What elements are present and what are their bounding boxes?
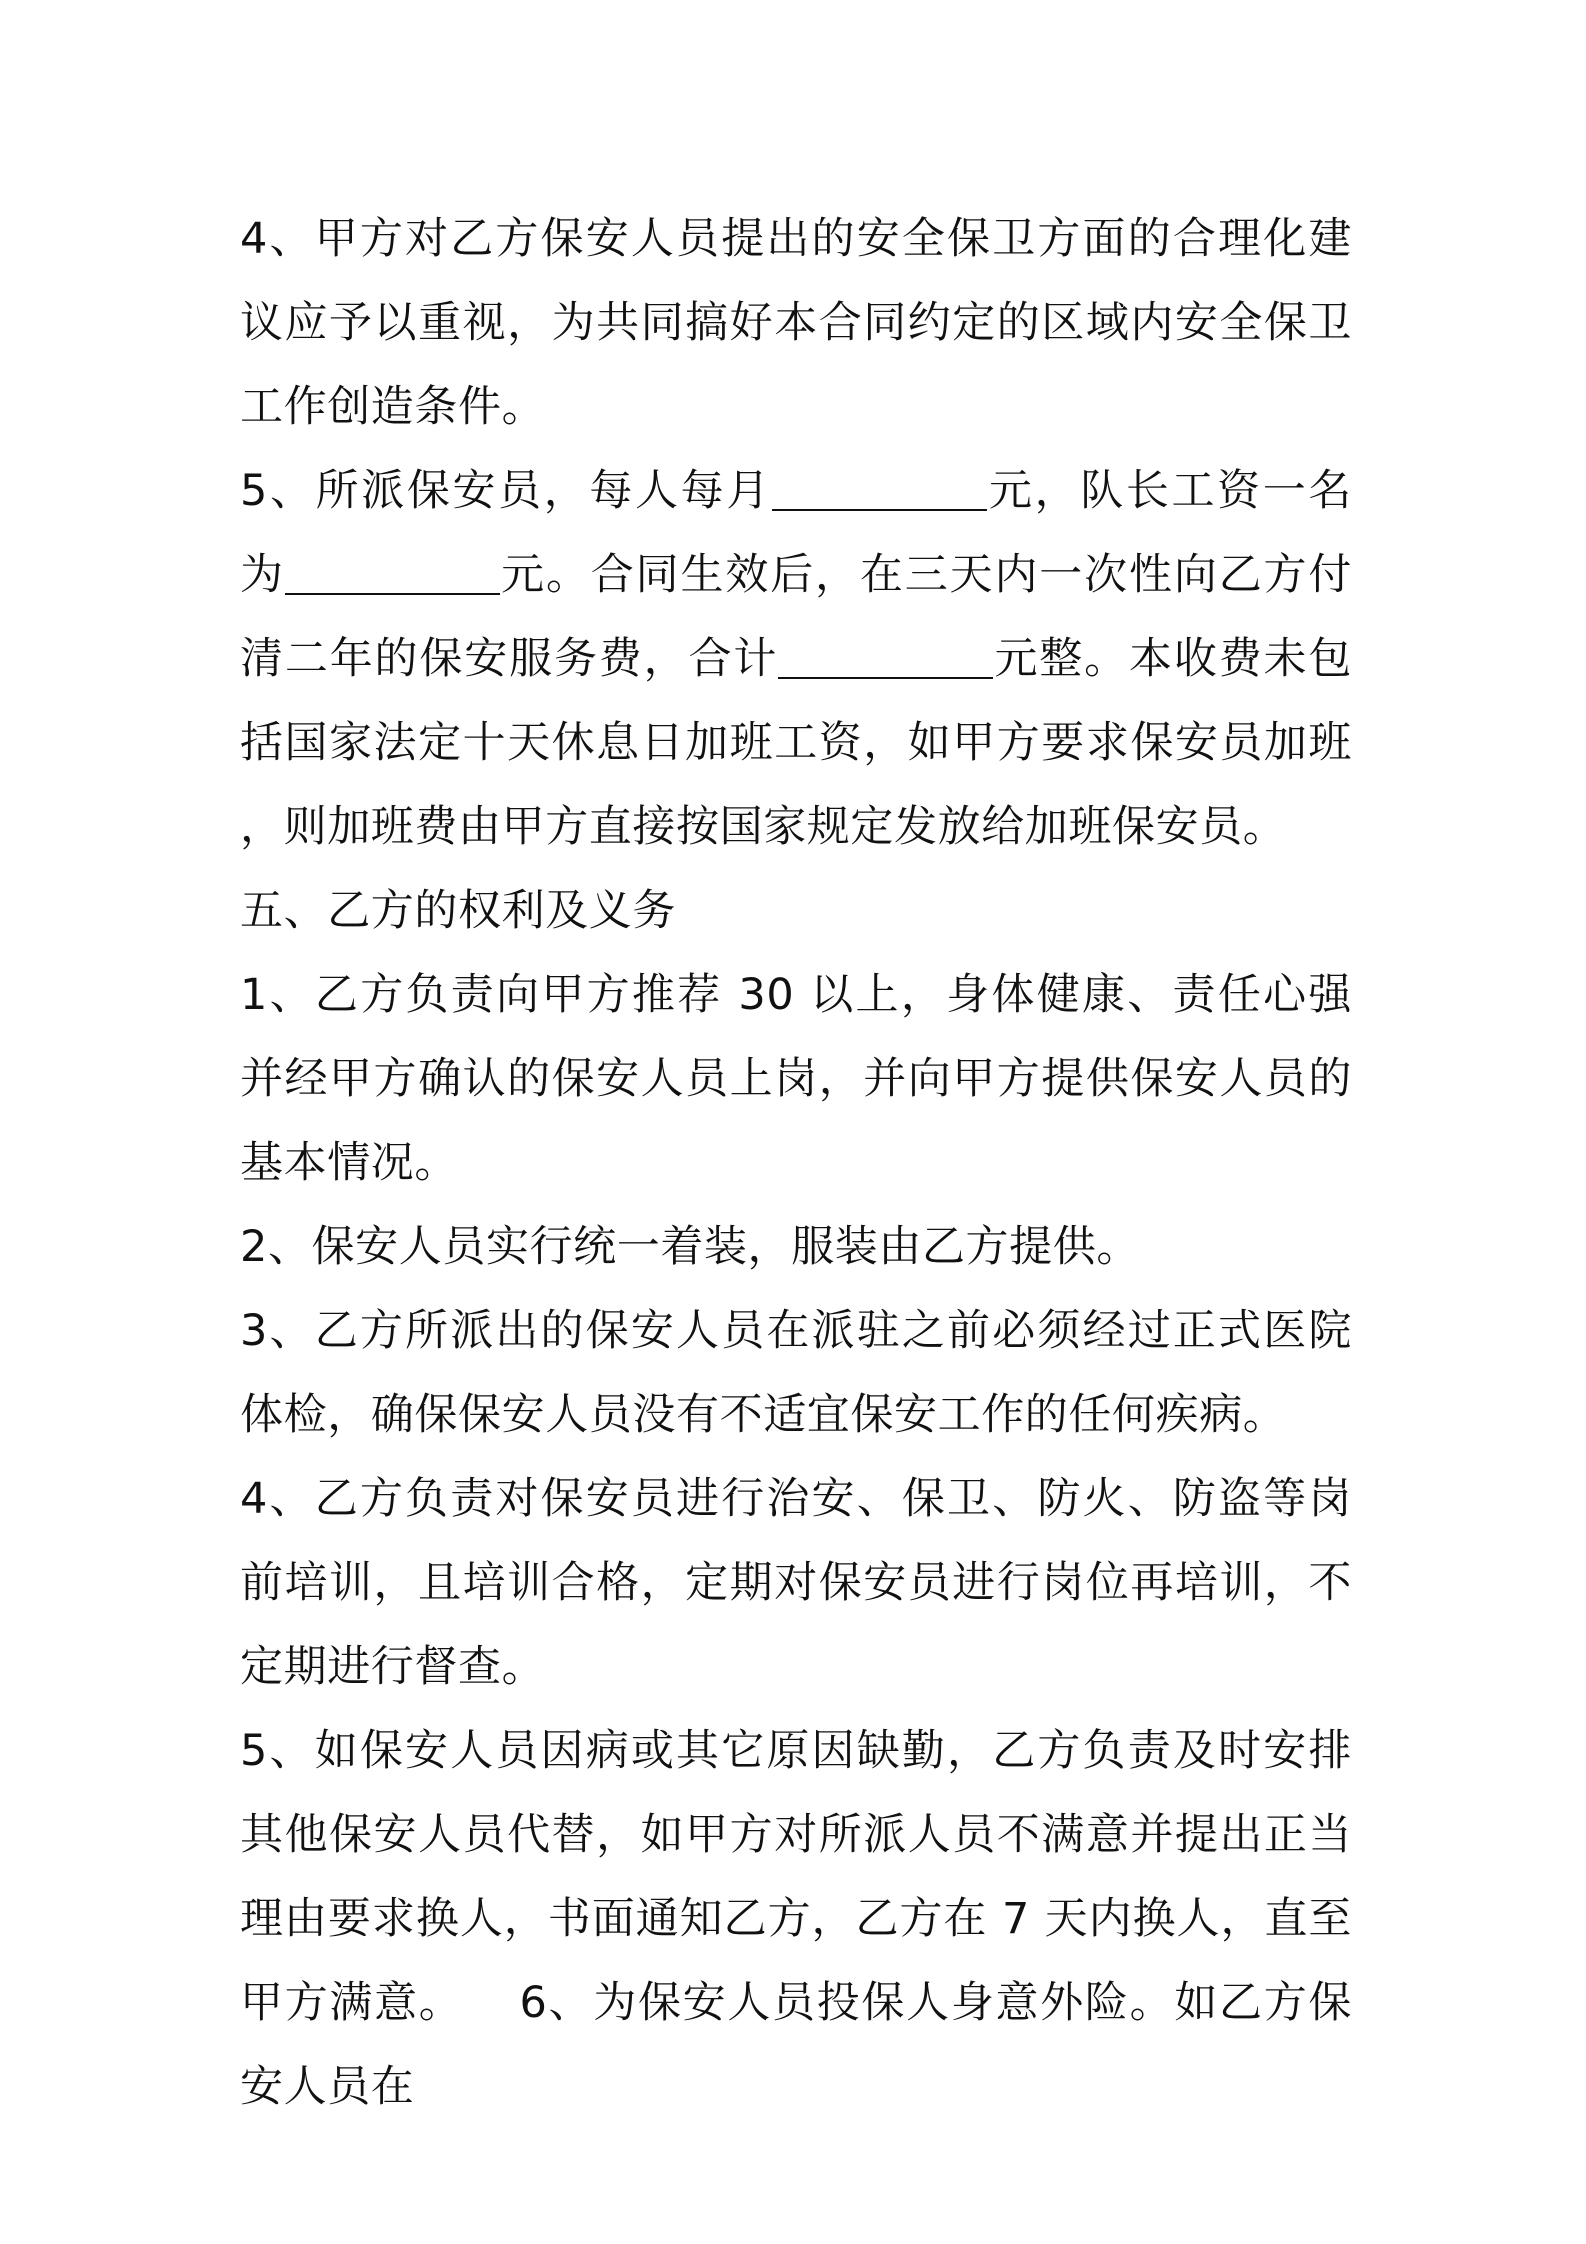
monthly-wage-blank bbox=[772, 469, 987, 511]
clause-4-jia-paragraph: 4、甲方对乙方保安人员提出的安全保卫方面的合理化建议应予以重视，为共同搞好本合同约定的区域内安全保卫工作创造条件。 bbox=[240, 214, 1352, 432]
yi-clause-5-text: 5、如保安人员因病或其它原因缺勤，乙方负责及时安排其他保安人员代替，如甲方对所派人员不满意并提出正当理由要求换人，书面通知乙方，乙方在 7 天内换人，直至甲方满意。 bbox=[240, 1726, 1352, 2028]
document-body bbox=[240, 197, 1352, 2129]
captain-wage-blank bbox=[285, 553, 500, 595]
yi-clause-4-paragraph: 4、乙方负责对保安员进行治安、保卫、防火、防盗等岗前培训，且培训合格，定期对保安员进行岗位再培训，不定期进行督查。 bbox=[240, 1474, 1352, 1692]
yi-clause-3-paragraph: 3、乙方所派出的保安人员在派驻之前必须经过正式医院体检，确保保安人员没有不适宜保安工作的任何疾病。 bbox=[240, 1306, 1352, 1440]
fee-text-part-4: 元整。本收费未包括国家法定十天休息日加班工资，如甲方要求保安员加班，则加班费由甲方直接按国家规定发放给加班保安员。 bbox=[240, 634, 1352, 852]
clause-5-fee-paragraph bbox=[240, 449, 1352, 869]
fee-text-part-3: 元。合同生效后，在三天内一次性向乙方付清二年的保安服务费，合计 bbox=[240, 550, 1352, 684]
yi-clause-1-paragraph: 1、乙方负责向甲方推荐 30 以上，身体健康、责任心强并经甲方确认的保安人员上岗，并向甲方提供保安人员的基本情况。 bbox=[240, 970, 1352, 1188]
yi-clause-6-text: 6、为保安人员投保人身意外险。如乙方保安人员在 bbox=[240, 1978, 1353, 2112]
section-5-heading: 五、乙方的权利及义务 bbox=[240, 886, 676, 936]
total-fee-blank bbox=[778, 637, 993, 679]
yi-clause-2-paragraph: 2、保安人员实行统一着装，服装由乙方提供。 bbox=[240, 1222, 1140, 1272]
fee-text-part-2: 元，队长工资一名为 bbox=[240, 466, 1352, 600]
yi-clause-5-6-paragraph bbox=[240, 1709, 1352, 2129]
fee-text-part-1: 5、所派保安员，每人每月 bbox=[240, 466, 772, 516]
